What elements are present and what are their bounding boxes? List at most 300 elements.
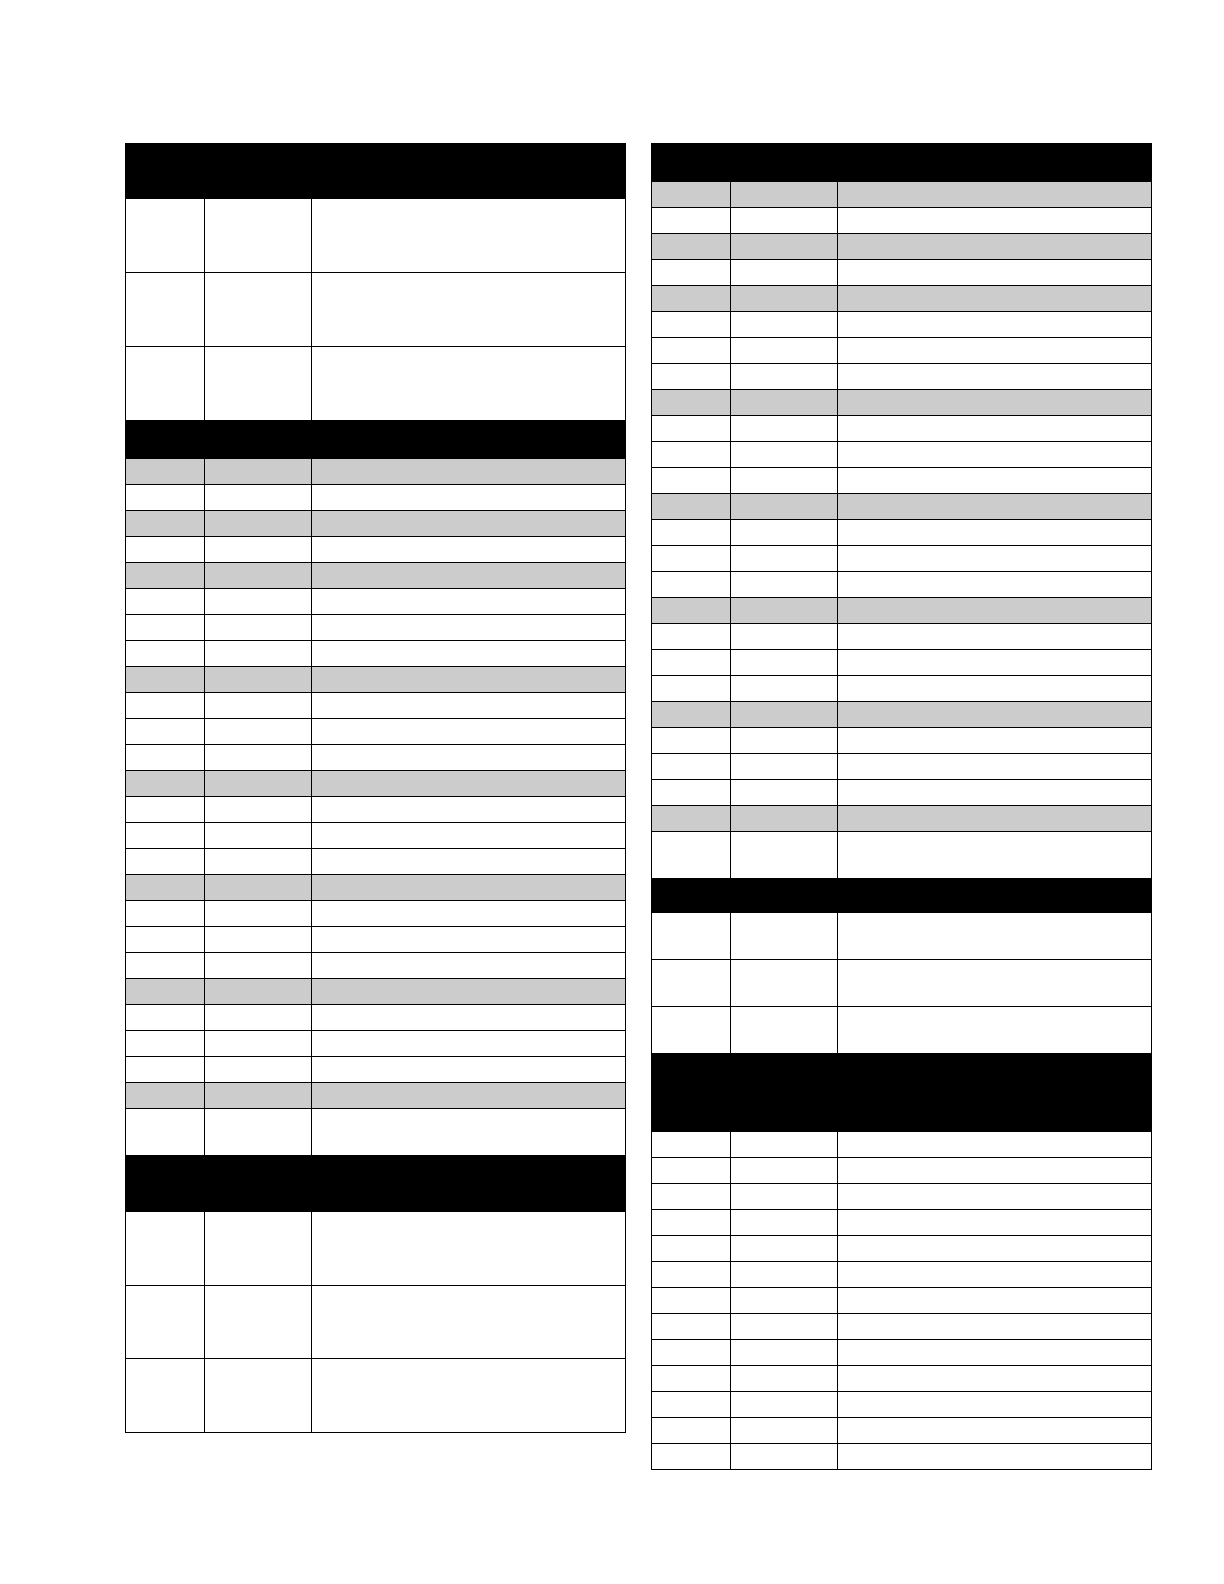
table-row bbox=[652, 1184, 1152, 1210]
table-row bbox=[126, 849, 626, 875]
table-cell bbox=[838, 390, 1152, 416]
table-row bbox=[126, 199, 626, 273]
table-cell bbox=[838, 702, 1152, 728]
table-cell bbox=[652, 468, 731, 494]
shaded-row bbox=[652, 390, 1152, 416]
table-row bbox=[126, 719, 626, 745]
table-cell bbox=[312, 511, 626, 537]
table-cell bbox=[838, 442, 1152, 468]
table-cell bbox=[312, 273, 626, 347]
table-cell bbox=[652, 1184, 731, 1210]
table-row bbox=[652, 468, 1152, 494]
section-header-cell bbox=[126, 1156, 626, 1212]
table-cell bbox=[312, 1286, 626, 1359]
table-cell bbox=[652, 1366, 731, 1392]
table-row bbox=[126, 1286, 626, 1359]
table-cell bbox=[205, 485, 312, 511]
shaded-row bbox=[126, 459, 626, 485]
table-cell bbox=[312, 537, 626, 563]
table-cell bbox=[652, 960, 731, 1007]
shaded-row bbox=[652, 234, 1152, 260]
table-cell bbox=[205, 979, 312, 1005]
table-cell bbox=[652, 546, 731, 572]
table-row bbox=[126, 1212, 626, 1286]
table-row bbox=[126, 347, 626, 421]
table-cell bbox=[126, 1005, 205, 1031]
table-cell bbox=[312, 485, 626, 511]
table-row bbox=[652, 754, 1152, 780]
table-cell bbox=[652, 234, 731, 260]
table-cell bbox=[838, 416, 1152, 442]
table-row bbox=[652, 364, 1152, 390]
table-row bbox=[652, 572, 1152, 598]
table-cell bbox=[652, 390, 731, 416]
table-cell bbox=[838, 1340, 1152, 1366]
table-cell bbox=[731, 960, 838, 1007]
table-cell bbox=[731, 208, 838, 234]
table-cell bbox=[731, 494, 838, 520]
table-cell bbox=[731, 832, 838, 879]
table-cell bbox=[312, 875, 626, 901]
section-header-row bbox=[126, 421, 626, 459]
table-cell bbox=[652, 1340, 731, 1366]
section-header-cell bbox=[126, 144, 626, 199]
table-cell bbox=[731, 260, 838, 286]
table-cell bbox=[731, 676, 838, 702]
table-row bbox=[652, 780, 1152, 806]
table-cell bbox=[126, 1212, 205, 1286]
table-cell bbox=[731, 442, 838, 468]
table-cell bbox=[838, 1288, 1152, 1314]
table-cell bbox=[312, 1083, 626, 1109]
table-cell bbox=[652, 1236, 731, 1262]
table-cell bbox=[205, 771, 312, 797]
table-cell bbox=[126, 823, 205, 849]
table-cell bbox=[312, 953, 626, 979]
table-cell bbox=[731, 390, 838, 416]
table-cell bbox=[838, 520, 1152, 546]
table-cell bbox=[126, 459, 205, 485]
left-form-table bbox=[125, 143, 626, 1433]
shaded-row bbox=[652, 494, 1152, 520]
table-cell bbox=[731, 1444, 838, 1470]
table-cell bbox=[731, 1158, 838, 1184]
table-cell bbox=[126, 615, 205, 641]
table-cell bbox=[652, 1392, 731, 1418]
table-cell bbox=[731, 1184, 838, 1210]
table-cell bbox=[731, 364, 838, 390]
table-cell bbox=[731, 1418, 838, 1444]
table-cell bbox=[126, 485, 205, 511]
table-row bbox=[126, 537, 626, 563]
table-cell bbox=[312, 771, 626, 797]
table-cell bbox=[126, 273, 205, 347]
table-cell bbox=[838, 1444, 1152, 1470]
table-cell bbox=[205, 693, 312, 719]
table-cell bbox=[838, 468, 1152, 494]
section-header-row bbox=[126, 1156, 626, 1212]
table-cell bbox=[731, 754, 838, 780]
table-cell bbox=[652, 1444, 731, 1470]
table-cell bbox=[652, 624, 731, 650]
table-cell bbox=[205, 849, 312, 875]
table-cell bbox=[126, 953, 205, 979]
table-cell bbox=[652, 1007, 731, 1054]
table-cell bbox=[205, 927, 312, 953]
table-cell bbox=[652, 728, 731, 754]
table-row bbox=[652, 312, 1152, 338]
table-row bbox=[126, 1109, 626, 1156]
table-cell bbox=[731, 702, 838, 728]
table-cell bbox=[652, 442, 731, 468]
table-cell bbox=[838, 960, 1152, 1007]
section-header-cell bbox=[652, 144, 1152, 182]
table-cell bbox=[731, 234, 838, 260]
table-cell bbox=[126, 667, 205, 693]
table-row bbox=[652, 1340, 1152, 1366]
table-cell bbox=[838, 1236, 1152, 1262]
table-row bbox=[652, 1418, 1152, 1444]
table-cell bbox=[838, 624, 1152, 650]
table-cell bbox=[731, 1288, 838, 1314]
table-cell bbox=[731, 1210, 838, 1236]
table-cell bbox=[126, 347, 205, 421]
table-cell bbox=[731, 338, 838, 364]
table-cell bbox=[838, 1392, 1152, 1418]
table-row bbox=[126, 589, 626, 615]
table-cell bbox=[731, 598, 838, 624]
table-cell bbox=[126, 901, 205, 927]
table-cell bbox=[731, 182, 838, 208]
table-cell bbox=[731, 913, 838, 960]
table-cell bbox=[126, 719, 205, 745]
shaded-row bbox=[126, 1083, 626, 1109]
table-cell bbox=[205, 511, 312, 537]
table-cell bbox=[126, 875, 205, 901]
table-cell bbox=[838, 1366, 1152, 1392]
table-cell bbox=[838, 754, 1152, 780]
table-cell bbox=[205, 1359, 312, 1433]
table-cell bbox=[731, 286, 838, 312]
table-cell bbox=[312, 459, 626, 485]
table-cell bbox=[312, 745, 626, 771]
table-cell bbox=[652, 832, 731, 879]
table-cell bbox=[312, 1109, 626, 1156]
table-cell bbox=[652, 913, 731, 960]
table-cell bbox=[838, 260, 1152, 286]
table-cell bbox=[731, 650, 838, 676]
table-cell bbox=[205, 537, 312, 563]
table-cell bbox=[312, 563, 626, 589]
table-cell bbox=[731, 546, 838, 572]
table-row bbox=[652, 260, 1152, 286]
shaded-row bbox=[126, 979, 626, 1005]
table-cell bbox=[312, 719, 626, 745]
table-cell bbox=[652, 260, 731, 286]
table-row bbox=[126, 797, 626, 823]
table-cell bbox=[731, 1366, 838, 1392]
table-cell bbox=[126, 693, 205, 719]
table-cell bbox=[126, 1286, 205, 1359]
table-cell bbox=[652, 416, 731, 442]
table-cell bbox=[126, 771, 205, 797]
table-row bbox=[126, 485, 626, 511]
table-cell bbox=[126, 927, 205, 953]
table-cell bbox=[126, 537, 205, 563]
table-cell bbox=[312, 347, 626, 421]
table-row bbox=[652, 1444, 1152, 1470]
table-cell bbox=[731, 1007, 838, 1054]
table-cell bbox=[126, 199, 205, 273]
table-cell bbox=[652, 338, 731, 364]
table-cell bbox=[126, 979, 205, 1005]
table-cell bbox=[838, 1418, 1152, 1444]
table-cell bbox=[838, 494, 1152, 520]
table-cell bbox=[126, 849, 205, 875]
table-cell bbox=[205, 1005, 312, 1031]
right-table-body bbox=[652, 144, 1152, 1470]
shaded-row bbox=[126, 771, 626, 797]
table-cell bbox=[652, 650, 731, 676]
table-cell bbox=[126, 1031, 205, 1057]
table-cell bbox=[731, 1132, 838, 1158]
shaded-row bbox=[126, 667, 626, 693]
table-row bbox=[652, 676, 1152, 702]
table-cell bbox=[126, 1359, 205, 1433]
table-row bbox=[652, 913, 1152, 960]
table-row bbox=[652, 1366, 1152, 1392]
table-cell bbox=[652, 1158, 731, 1184]
table-cell bbox=[652, 702, 731, 728]
table-cell bbox=[838, 676, 1152, 702]
table-cell bbox=[838, 182, 1152, 208]
table-cell bbox=[652, 494, 731, 520]
shaded-row bbox=[652, 286, 1152, 312]
table-cell bbox=[652, 208, 731, 234]
table-cell bbox=[205, 745, 312, 771]
table-cell bbox=[205, 1286, 312, 1359]
table-cell bbox=[205, 589, 312, 615]
table-cell bbox=[652, 806, 731, 832]
table-cell bbox=[731, 728, 838, 754]
table-row bbox=[652, 546, 1152, 572]
table-cell bbox=[126, 511, 205, 537]
table-cell bbox=[312, 667, 626, 693]
table-cell bbox=[205, 1083, 312, 1109]
shaded-row bbox=[652, 182, 1152, 208]
table-row bbox=[652, 650, 1152, 676]
section-header-row bbox=[652, 879, 1152, 913]
section-header-row bbox=[652, 144, 1152, 182]
table-row bbox=[126, 745, 626, 771]
table-cell bbox=[205, 1109, 312, 1156]
table-cell bbox=[312, 797, 626, 823]
table-row bbox=[652, 1007, 1152, 1054]
table-cell bbox=[312, 1359, 626, 1433]
table-cell bbox=[126, 1109, 205, 1156]
table-cell bbox=[838, 208, 1152, 234]
table-cell bbox=[652, 598, 731, 624]
table-row bbox=[652, 1132, 1152, 1158]
table-cell bbox=[652, 1262, 731, 1288]
table-cell bbox=[312, 641, 626, 667]
left-table-body bbox=[126, 144, 626, 1433]
table-cell bbox=[838, 780, 1152, 806]
table-row bbox=[126, 1005, 626, 1031]
table-cell bbox=[838, 650, 1152, 676]
table-cell bbox=[126, 745, 205, 771]
table-cell bbox=[838, 338, 1152, 364]
table-cell bbox=[731, 520, 838, 546]
section-header-cell bbox=[652, 1054, 1152, 1132]
table-cell bbox=[312, 1057, 626, 1083]
table-row bbox=[652, 338, 1152, 364]
table-cell bbox=[205, 667, 312, 693]
table-cell bbox=[126, 797, 205, 823]
table-cell bbox=[838, 1007, 1152, 1054]
table-cell bbox=[838, 806, 1152, 832]
table-cell bbox=[731, 1392, 838, 1418]
right-form-table bbox=[651, 143, 1152, 1470]
table-cell bbox=[205, 641, 312, 667]
table-cell bbox=[731, 780, 838, 806]
table-cell bbox=[838, 1210, 1152, 1236]
table-cell bbox=[652, 676, 731, 702]
table-cell bbox=[652, 1288, 731, 1314]
table-cell bbox=[652, 312, 731, 338]
table-cell bbox=[838, 572, 1152, 598]
table-cell bbox=[731, 468, 838, 494]
shaded-row bbox=[652, 702, 1152, 728]
table-cell bbox=[205, 953, 312, 979]
table-cell bbox=[312, 823, 626, 849]
table-cell bbox=[731, 1340, 838, 1366]
table-cell bbox=[205, 563, 312, 589]
table-cell bbox=[205, 1212, 312, 1286]
table-cell bbox=[652, 182, 731, 208]
table-cell bbox=[312, 199, 626, 273]
table-cell bbox=[838, 1158, 1152, 1184]
table-row bbox=[126, 953, 626, 979]
table-cell bbox=[652, 286, 731, 312]
table-cell bbox=[731, 416, 838, 442]
table-cell bbox=[652, 754, 731, 780]
table-cell bbox=[205, 875, 312, 901]
table-cell bbox=[731, 1314, 838, 1340]
table-row bbox=[126, 615, 626, 641]
table-cell bbox=[731, 312, 838, 338]
table-cell bbox=[205, 347, 312, 421]
table-cell bbox=[205, 273, 312, 347]
section-header-row bbox=[652, 1054, 1152, 1132]
table-cell bbox=[731, 1236, 838, 1262]
table-row bbox=[652, 728, 1152, 754]
table-row bbox=[652, 208, 1152, 234]
table-cell bbox=[312, 927, 626, 953]
table-cell bbox=[312, 979, 626, 1005]
table-row bbox=[652, 832, 1152, 879]
table-cell bbox=[205, 459, 312, 485]
table-row bbox=[652, 416, 1152, 442]
table-cell bbox=[312, 615, 626, 641]
table-row bbox=[652, 1236, 1152, 1262]
table-cell bbox=[838, 1262, 1152, 1288]
table-cell bbox=[205, 901, 312, 927]
shaded-row bbox=[652, 806, 1152, 832]
table-cell bbox=[312, 901, 626, 927]
table-cell bbox=[731, 572, 838, 598]
table-cell bbox=[205, 1057, 312, 1083]
table-cell bbox=[126, 589, 205, 615]
table-row bbox=[126, 273, 626, 347]
table-cell bbox=[312, 1031, 626, 1057]
table-cell bbox=[652, 1314, 731, 1340]
table-cell bbox=[838, 832, 1152, 879]
table-cell bbox=[652, 572, 731, 598]
table-row bbox=[652, 520, 1152, 546]
table-row bbox=[126, 927, 626, 953]
table-row bbox=[126, 823, 626, 849]
shaded-row bbox=[126, 511, 626, 537]
table-cell bbox=[838, 728, 1152, 754]
table-cell bbox=[205, 823, 312, 849]
table-cell bbox=[652, 520, 731, 546]
table-row bbox=[652, 1210, 1152, 1236]
table-cell bbox=[652, 364, 731, 390]
table-cell bbox=[838, 1132, 1152, 1158]
table-cell bbox=[312, 1005, 626, 1031]
table-row bbox=[652, 442, 1152, 468]
table-cell bbox=[205, 615, 312, 641]
table-cell bbox=[652, 1132, 731, 1158]
table-cell bbox=[205, 719, 312, 745]
table-row bbox=[652, 1288, 1152, 1314]
table-row bbox=[126, 1359, 626, 1433]
table-cell bbox=[312, 1212, 626, 1286]
table-cell bbox=[838, 1314, 1152, 1340]
table-cell bbox=[312, 693, 626, 719]
table-row bbox=[652, 960, 1152, 1007]
table-cell bbox=[126, 1083, 205, 1109]
section-header-cell bbox=[652, 879, 1152, 913]
table-cell bbox=[312, 589, 626, 615]
table-cell bbox=[652, 1210, 731, 1236]
table-cell bbox=[838, 913, 1152, 960]
table-row bbox=[652, 624, 1152, 650]
table-cell bbox=[731, 806, 838, 832]
table-row bbox=[126, 901, 626, 927]
table-row bbox=[126, 1057, 626, 1083]
table-cell bbox=[652, 1418, 731, 1444]
table-cell bbox=[838, 234, 1152, 260]
table-row bbox=[126, 693, 626, 719]
table-cell bbox=[838, 312, 1152, 338]
table-cell bbox=[838, 286, 1152, 312]
table-cell bbox=[731, 624, 838, 650]
table-row bbox=[126, 1031, 626, 1057]
table-cell bbox=[126, 1057, 205, 1083]
table-row bbox=[652, 1158, 1152, 1184]
table-cell bbox=[838, 546, 1152, 572]
table-cell bbox=[652, 780, 731, 806]
table-row bbox=[652, 1392, 1152, 1418]
table-row bbox=[652, 1262, 1152, 1288]
table-cell bbox=[126, 641, 205, 667]
shaded-row bbox=[126, 875, 626, 901]
table-cell bbox=[205, 1031, 312, 1057]
table-cell bbox=[838, 1184, 1152, 1210]
table-cell bbox=[838, 364, 1152, 390]
